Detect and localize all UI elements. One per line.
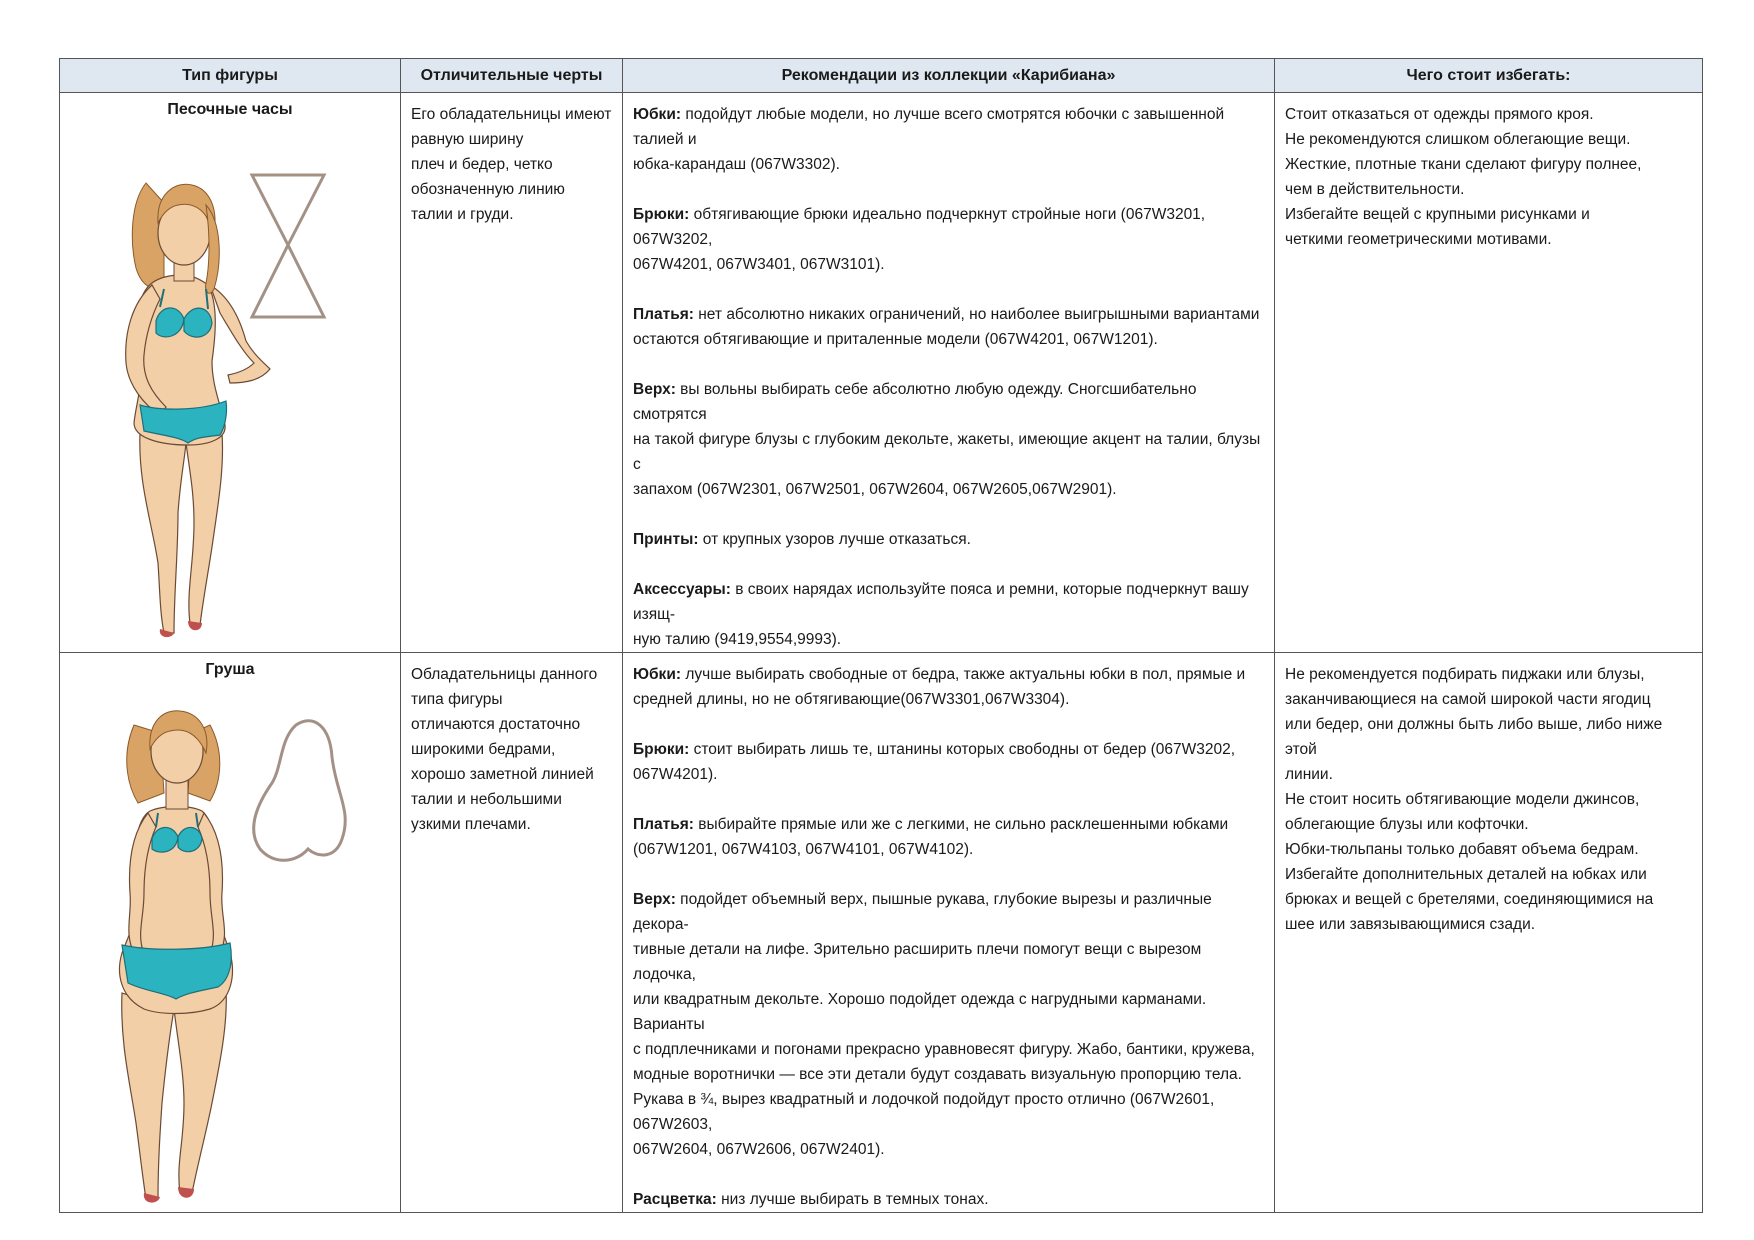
avoid-line: или бедер, они должны быть либо выше, либо ниже этой [1285, 716, 1663, 758]
avoid-line: Не рекомендуются слишком облегающие вещи. [1285, 131, 1631, 148]
pear-figure-illustration [60, 653, 400, 1208]
feature-line: плеч и бедер, четко [411, 156, 553, 173]
rec-text: подойдет объемный верх, пышные рукава, глубокие вырезы и различные декора- [633, 891, 1212, 933]
feature-line: равную ширину [411, 131, 524, 148]
rec-text: от крупных узоров лучше отказаться. [698, 531, 971, 548]
rec-text: средней длины, но не обтягивающие(067W3301,067W3304). [633, 691, 1070, 708]
figure-cell [60, 93, 401, 653]
feature-line: типа фигуры [411, 691, 503, 708]
avoid-cell [1275, 93, 1703, 653]
recommendation-prints [633, 527, 1264, 552]
body-type-table [59, 58, 1703, 1213]
rec-text: стоит выбирать лишь те, штанины которых свободны от бедер (067W3202, [689, 741, 1236, 758]
feature-line: обозначенную линию [411, 181, 565, 198]
avoid-line: Стоит отказаться от одежды прямого кроя. [1285, 106, 1594, 123]
rec-text: низ лучше выбирать в темных тонах. [716, 1191, 989, 1208]
rec-label: Аксессуары: [633, 581, 731, 598]
feature-line: узкими плечами. [411, 816, 531, 833]
recommendation-skirts [633, 102, 1264, 177]
rec-text: нет абсолютно никаких ограничений, но наиболее выигрышными вариантами [693, 306, 1260, 323]
rec-text: Рукава в ¾, вырез квадратный и лодочкой подойдут просто отлично (067W2601, 067W2603, [633, 1091, 1215, 1133]
recommendation-dresses [633, 302, 1264, 352]
header-figure-type: Тип фигуры [60, 59, 401, 93]
rec-label: Верх: [633, 891, 676, 908]
feature-line: Его обладательницы имеют [411, 106, 612, 123]
avoid-line: Не стоит носить обтягивающие модели джинсов, [1285, 791, 1640, 808]
avoid-line: четкими геометрическими мотивами. [1285, 231, 1552, 248]
rec-text: (067W1201, 067W4103, 067W4101, 067W4102). [633, 841, 974, 858]
rec-label: Принты: [633, 531, 699, 548]
table-row [60, 653, 1703, 1213]
avoid-line: Избегайте вещей с крупными рисунками и [1285, 206, 1590, 223]
feature-line: отличаются достаточно [411, 716, 581, 733]
rec-label: Юбки: [633, 106, 682, 123]
rec-text: 067W4201, 067W3401, 067W3101). [633, 256, 885, 273]
avoid-line: Юбки-тюльпаны только добавят объема бедрам. [1285, 841, 1639, 858]
rec-label: Верх: [633, 381, 676, 398]
avoid-cell [1275, 653, 1703, 1213]
rec-label: Платья: [633, 306, 694, 323]
figure-cell [60, 653, 401, 1213]
recommendation-colors [633, 1187, 1264, 1212]
avoid-line: Не рекомендуется подбирать пиджаки или блузы, [1285, 666, 1645, 683]
rec-text: подойдут любые модели, но лучше всего смотрятся юбочки с завышенной талией и [633, 106, 1225, 148]
recommendation-skirts [633, 662, 1264, 712]
rec-text: в своих нарядах используйте пояса и ремни, которые подчеркнут вашу изящ- [633, 581, 1249, 623]
avoid-line: шее или завязывающимися сзади. [1285, 916, 1536, 933]
hourglass-figure-illustration [60, 93, 400, 639]
avoid-line: чем в действительности. [1285, 181, 1465, 198]
rec-label: Брюки: [633, 206, 690, 223]
pear-icon [254, 721, 345, 861]
rec-label: Юбки: [633, 666, 682, 683]
avoid-line: Избегайте дополнительных деталей на юбках или [1285, 866, 1647, 883]
table-header-row [60, 59, 1703, 93]
rec-text: юбка-карандаш (067W3302). [633, 156, 840, 173]
rec-label: Расцветка: [633, 1191, 717, 1208]
header-recommendations: Рекомендации из коллекции «Карибиана» [623, 59, 1275, 93]
recommendations-cell [623, 653, 1275, 1213]
rec-text: 067W2604, 067W2606, 067W2401). [633, 1141, 885, 1158]
rec-label: Брюки: [633, 741, 690, 758]
recommendation-tops [633, 887, 1264, 1162]
rec-text: на такой фигуре блузы с глубоким декольте, жакеты, имеющие акцент на талии, блузы с [633, 431, 1261, 473]
recommendations-cell [623, 93, 1275, 653]
recommendation-trousers [633, 202, 1264, 277]
avoid-line: брюках и вещей с бретелями, соединяющимися на [1285, 891, 1654, 908]
recommendation-trousers [633, 737, 1264, 787]
rec-text: выбирайте прямые или же с легкими, не сильно расклешенными юбками [693, 816, 1229, 833]
feature-line: широкими бедрами, [411, 741, 556, 758]
feature-line: талии и груди. [411, 206, 514, 223]
rec-text: с подплечниками и погонами прекрасно уравновесят фигуру. Жабо, бантики, кружева, [633, 1041, 1255, 1058]
rec-text: или квадратным декольте. Хорошо подойдет одежда с нагрудными карманами. Варианты [633, 991, 1207, 1033]
rec-text: лучше выбирать свободные от бедра, также актуальны юбки в пол, прямые и [681, 666, 1246, 683]
rec-text: запахом (067W2301, 067W2501, 067W2604, 067W2605,067W2901). [633, 481, 1117, 498]
avoid-line: заканчивающиеся на самой широкой части ягодиц [1285, 691, 1651, 708]
features-cell [401, 93, 623, 653]
rec-text: модные воротнички — все эти детали будут создавать визуальную пропорцию тела. [633, 1066, 1242, 1083]
rec-text: тивные детали на лифе. Зрительно расширить плечи помогут вещи с вырезом лодочка, [633, 941, 1202, 983]
avoid-line: облегающие блузы или кофточки. [1285, 816, 1529, 833]
rec-label: Платья: [633, 816, 694, 833]
figure-name: Груша [205, 661, 255, 678]
rec-text: остаются обтягивающие и приталенные модели (067W4201, 067W1201). [633, 331, 1158, 348]
avoid-line: Жесткие, плотные ткани сделают фигуру полнее, [1285, 156, 1642, 173]
hourglass-icon [252, 175, 324, 317]
rec-text: 067W4201). [633, 766, 718, 783]
rec-text: ную талию (9419,9554,9993). [633, 631, 842, 648]
feature-line: Обладательницы данного [411, 666, 598, 683]
feature-line: хорошо заметной линией [411, 766, 594, 783]
header-avoid: Чего стоит избегать: [1275, 59, 1703, 93]
rec-text: вы вольны выбирать себе абсолютно любую одежду. Сногсшибательно смотрятся [633, 381, 1197, 423]
avoid-line: линии. [1285, 766, 1333, 783]
recommendation-accessories [633, 577, 1264, 652]
recommendation-dresses [633, 812, 1264, 862]
recommendation-tops [633, 377, 1264, 502]
rec-text: обтягивающие брюки идеально подчеркнут стройные ноги (067W3201, 067W3202, [633, 206, 1206, 248]
features-cell [401, 653, 623, 1213]
table-row [60, 93, 1703, 653]
header-features: Отличительные черты [401, 59, 623, 93]
figure-name: Песочные часы [167, 101, 293, 118]
feature-line: талии и небольшими [411, 791, 562, 808]
